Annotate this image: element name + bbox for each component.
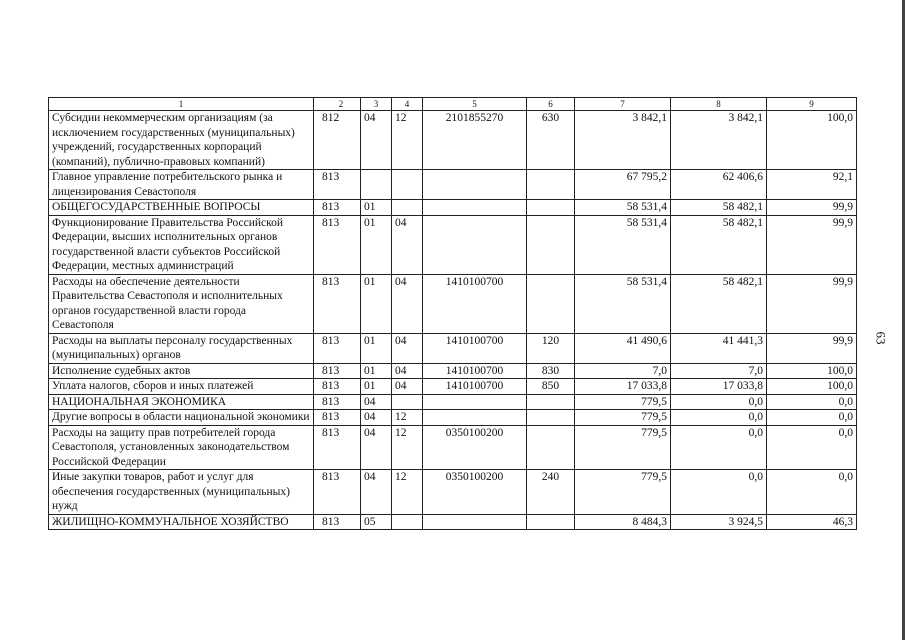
percent-cell: 99,9 <box>767 200 857 216</box>
expense-type-cell: 830 <box>527 363 575 379</box>
section-cell: 04 <box>361 394 392 410</box>
table-row <box>49 470 857 515</box>
table-body <box>49 111 857 530</box>
grbs-cell: 813 <box>314 410 361 426</box>
expense-type-cell <box>527 274 575 333</box>
subsection-cell <box>392 200 423 216</box>
grbs-cell: 813 <box>314 215 361 274</box>
subsection-cell: 04 <box>392 274 423 333</box>
actual-amount-cell: 0,0 <box>671 425 767 470</box>
section-cell: 05 <box>361 514 392 530</box>
percent-cell: 99,9 <box>767 215 857 274</box>
actual-amount-cell: 41 441,3 <box>671 333 767 363</box>
section-cell: 01 <box>361 215 392 274</box>
percent-cell: 46,3 <box>767 514 857 530</box>
plan-amount-cell: 67 795,2 <box>575 170 671 200</box>
actual-amount-cell: 7,0 <box>671 363 767 379</box>
table-row <box>49 425 857 470</box>
row-name-cell: Расходы на обеспечение деятельности Правительства Севастополя и исполнительных органов государственной власти города Севастополя <box>49 274 314 333</box>
actual-amount-cell: 58 482,1 <box>671 215 767 274</box>
target-article-cell: 1410100700 <box>423 379 527 395</box>
budget-table <box>48 97 857 530</box>
section-cell: 01 <box>361 200 392 216</box>
page-number: 63 <box>873 331 889 345</box>
grbs-cell: 813 <box>314 470 361 515</box>
header-cell: 7 <box>575 98 671 111</box>
expense-type-cell <box>527 514 575 530</box>
table-header-row <box>49 98 857 111</box>
percent-cell: 100,0 <box>767 363 857 379</box>
target-article-cell <box>423 514 527 530</box>
target-article-cell <box>423 170 527 200</box>
actual-amount-cell: 58 482,1 <box>671 200 767 216</box>
row-name-cell: Уплата налогов, сборов и иных платежей <box>49 379 314 395</box>
grbs-cell: 812 <box>314 111 361 170</box>
row-name-cell: Функционирование Правительства Российской Федерации, высших исполнительных органов государственной власти субъектов Российской Федерации, местных администраций <box>49 215 314 274</box>
section-cell: 01 <box>361 363 392 379</box>
actual-amount-cell: 0,0 <box>671 470 767 515</box>
expense-type-cell <box>527 215 575 274</box>
subsection-cell: 12 <box>392 410 423 426</box>
percent-cell: 0,0 <box>767 470 857 515</box>
percent-cell: 0,0 <box>767 425 857 470</box>
plan-amount-cell: 779,5 <box>575 410 671 426</box>
percent-cell: 0,0 <box>767 394 857 410</box>
table-row <box>49 274 857 333</box>
grbs-cell: 813 <box>314 514 361 530</box>
plan-amount-cell: 58 531,4 <box>575 200 671 216</box>
header-cell: 1 <box>49 98 314 111</box>
row-name-cell: Расходы на защиту прав потребителей города Севастополя, установленных законодательством Российской Федерации <box>49 425 314 470</box>
plan-amount-cell: 7,0 <box>575 363 671 379</box>
table-row <box>49 333 857 363</box>
percent-cell: 99,9 <box>767 274 857 333</box>
plan-amount-cell: 3 842,1 <box>575 111 671 170</box>
actual-amount-cell: 62 406,6 <box>671 170 767 200</box>
expense-type-cell <box>527 425 575 470</box>
section-cell: 04 <box>361 111 392 170</box>
subsection-cell: 12 <box>392 425 423 470</box>
actual-amount-cell: 3 842,1 <box>671 111 767 170</box>
table-row <box>49 111 857 170</box>
row-name-cell: ЖИЛИЩНО-КОММУНАЛЬНОЕ ХОЗЯЙСТВО <box>49 514 314 530</box>
percent-cell: 100,0 <box>767 379 857 395</box>
target-article-cell <box>423 410 527 426</box>
target-article-cell: 1410100700 <box>423 274 527 333</box>
target-article-cell: 2101855270 <box>423 111 527 170</box>
section-cell: 01 <box>361 379 392 395</box>
grbs-cell: 813 <box>314 379 361 395</box>
table-row <box>49 379 857 395</box>
row-name-cell: Расходы на выплаты персоналу государственных (муниципальных) органов <box>49 333 314 363</box>
subsection-cell <box>392 394 423 410</box>
subsection-cell <box>392 170 423 200</box>
table-row <box>49 410 857 426</box>
header-cell: 9 <box>767 98 857 111</box>
header-cell: 2 <box>314 98 361 111</box>
row-name-cell: Другие вопросы в области национальной экономики <box>49 410 314 426</box>
plan-amount-cell: 8 484,3 <box>575 514 671 530</box>
section-cell: 04 <box>361 470 392 515</box>
expense-type-cell: 850 <box>527 379 575 395</box>
row-name-cell: Субсидии некоммерческим организациям (за исключением государственных (муниципальных) учреждений, государственных корпораций (компаний), публично-правовых компаний) <box>49 111 314 170</box>
target-article-cell: 1410100700 <box>423 333 527 363</box>
subsection-cell: 12 <box>392 111 423 170</box>
expense-type-cell <box>527 200 575 216</box>
subsection-cell: 04 <box>392 333 423 363</box>
percent-cell: 100,0 <box>767 111 857 170</box>
grbs-cell: 813 <box>314 363 361 379</box>
section-cell <box>361 170 392 200</box>
header-cell: 6 <box>527 98 575 111</box>
section-cell: 01 <box>361 274 392 333</box>
plan-amount-cell: 41 490,6 <box>575 333 671 363</box>
header-cell: 8 <box>671 98 767 111</box>
grbs-cell: 813 <box>314 394 361 410</box>
target-article-cell: 1410100700 <box>423 363 527 379</box>
expense-type-cell: 630 <box>527 111 575 170</box>
row-name-cell: ОБЩЕГОСУДАРСТВЕННЫЕ ВОПРОСЫ <box>49 200 314 216</box>
plan-amount-cell: 58 531,4 <box>575 215 671 274</box>
plan-amount-cell: 779,5 <box>575 394 671 410</box>
expense-type-cell: 120 <box>527 333 575 363</box>
plan-amount-cell: 58 531,4 <box>575 274 671 333</box>
actual-amount-cell: 58 482,1 <box>671 274 767 333</box>
table-row <box>49 394 857 410</box>
actual-amount-cell: 0,0 <box>671 410 767 426</box>
table-row <box>49 363 857 379</box>
actual-amount-cell: 17 033,8 <box>671 379 767 395</box>
expense-type-cell <box>527 410 575 426</box>
subsection-cell <box>392 514 423 530</box>
percent-cell: 92,1 <box>767 170 857 200</box>
percent-cell: 0,0 <box>767 410 857 426</box>
header-cell: 3 <box>361 98 392 111</box>
actual-amount-cell: 0,0 <box>671 394 767 410</box>
row-name-cell: Главное управление потребительского рынка и лицензирования Севастополя <box>49 170 314 200</box>
section-cell: 04 <box>361 410 392 426</box>
subsection-cell: 04 <box>392 363 423 379</box>
grbs-cell: 813 <box>314 425 361 470</box>
grbs-cell: 813 <box>314 333 361 363</box>
grbs-cell: 813 <box>314 170 361 200</box>
target-article-cell <box>423 200 527 216</box>
section-cell: 01 <box>361 333 392 363</box>
target-article-cell <box>423 394 527 410</box>
header-cell: 4 <box>392 98 423 111</box>
plan-amount-cell: 779,5 <box>575 425 671 470</box>
subsection-cell: 04 <box>392 379 423 395</box>
table-row <box>49 200 857 216</box>
percent-cell: 99,9 <box>767 333 857 363</box>
target-article-cell <box>423 215 527 274</box>
plan-amount-cell: 17 033,8 <box>575 379 671 395</box>
expense-type-cell <box>527 394 575 410</box>
plan-amount-cell: 779,5 <box>575 470 671 515</box>
target-article-cell: 0350100200 <box>423 470 527 515</box>
row-name-cell: Исполнение судебных актов <box>49 363 314 379</box>
expense-type-cell <box>527 170 575 200</box>
grbs-cell: 813 <box>314 200 361 216</box>
row-name-cell: Иные закупки товаров, работ и услуг для обеспечения государственных (муниципальных) нужд <box>49 470 314 515</box>
table-row <box>49 215 857 274</box>
row-name-cell: НАЦИОНАЛЬНАЯ ЭКОНОМИКА <box>49 394 314 410</box>
grbs-cell: 813 <box>314 274 361 333</box>
table-row <box>49 514 857 530</box>
header-cell: 5 <box>423 98 527 111</box>
expense-type-cell: 240 <box>527 470 575 515</box>
subsection-cell: 04 <box>392 215 423 274</box>
table-row <box>49 170 857 200</box>
section-cell: 04 <box>361 425 392 470</box>
target-article-cell: 0350100200 <box>423 425 527 470</box>
subsection-cell: 12 <box>392 470 423 515</box>
actual-amount-cell: 3 924,5 <box>671 514 767 530</box>
